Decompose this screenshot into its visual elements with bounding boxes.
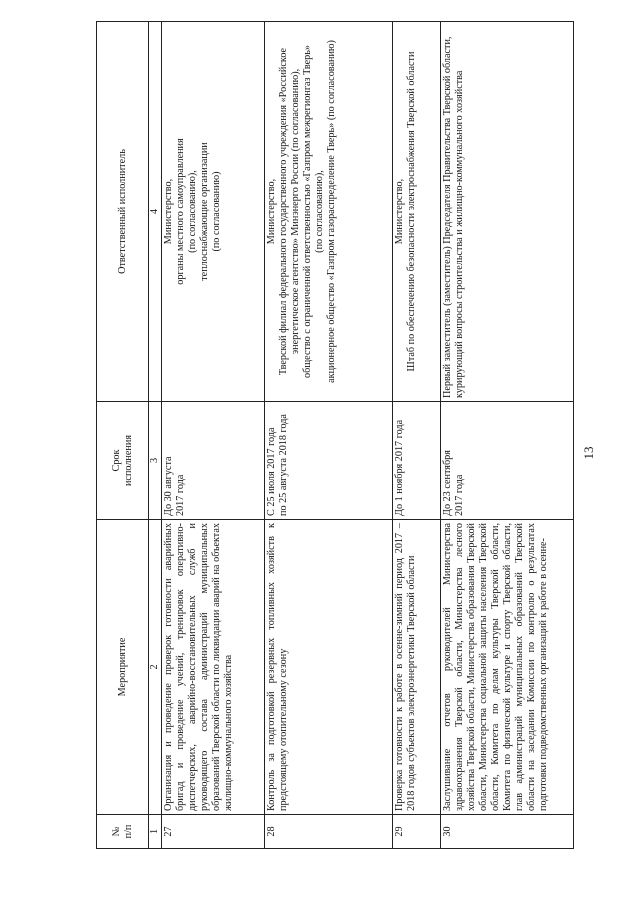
row-event: Проверка готовности к работе в осенне-зимний период 2017 – 2018 годов субъектов электроэнергетики Тверской области — [393, 520, 441, 815]
header-number: № п/п — [97, 815, 149, 849]
header-responsible: Ответственный исполнитель — [97, 22, 149, 402]
row-deadline: До 23 сентября 2017 года — [441, 402, 574, 520]
row-deadline: До 1 ноября 2017 года — [393, 402, 441, 520]
row-number: 28 — [265, 815, 393, 849]
row-event: Организация и проведение проверок готовности аварийных бригад и проведение учений, тренировок оперативно-диспетчерских, аварийно-восстановительных служб и руководящего состава администраций муниципальных образований Тверской области по ликвидации аварий на объектах жилищно-коммунального хозяйства — [162, 520, 265, 815]
row-number: 29 — [393, 815, 441, 849]
row-number: 30 — [441, 815, 574, 849]
row-responsible: Министерство, органы местного самоуправления (по согласованию), теплоснабжающие организации (по согласованию) — [162, 22, 265, 402]
column-number-2: 2 — [149, 520, 162, 815]
row-event: Заслушивание отчетов руководителей Министерства здравоохранения Тверской области, Министерства лесного хозяйства Тверской области, Министерства образования Тверской области, Министерства социальной защиты населения Тверской области, Комитета по делам культуры Тверской области, Комитета по физической культуре и спорту Тверской области, глав администраций муниципальных образований Тверской области на заседании Комиссии по контролю о результатах подготовки подведомственных организаций к работе в осенне- — [441, 520, 574, 815]
measures-table — [96, 21, 574, 849]
column-number-4: 4 — [149, 22, 162, 402]
row-deadline: С 25 июля 2017 года по 25 августа 2018 года — [265, 402, 393, 520]
header-event: Мероприятие — [97, 520, 149, 815]
row-event: Контроль за подготовкой резервных топливных хозяйств к предстоящему отопительному сезону — [265, 520, 393, 815]
row-responsible: Первый заместитель (заместитель) Председателя Правительства Тверской области, курирующий вопросы строительства и жилищно-коммунального хозяйства — [441, 22, 574, 402]
row-responsible: Министерство, Штаб по обеспечению безопасности электроснабжения Тверской области — [393, 22, 441, 402]
table-row — [265, 22, 393, 849]
row-responsible: Министерство, Тверской филиал федерального государственного учреждения «Российское энергетическое агентство» Минэнерго России (по согласованию), общество с ограниченной ответственностью «Газпром межрегионгаз Тверь» (по согласованию), акционерное общество «Газпром газораспределение Тверь» (по согласованию) — [265, 22, 393, 402]
rotated-document-table — [96, 22, 624, 849]
column-number-3: 3 — [149, 402, 162, 520]
row-deadline: До 30 августа 2017 года — [162, 402, 265, 520]
table-row — [393, 22, 441, 849]
table-row — [441, 22, 574, 849]
row-number: 27 — [162, 815, 265, 849]
page-number: 13 — [581, 446, 596, 460]
header-deadline: Срок исполнения — [97, 402, 149, 520]
column-number-1: 1 — [149, 815, 162, 849]
table-row — [162, 22, 265, 849]
